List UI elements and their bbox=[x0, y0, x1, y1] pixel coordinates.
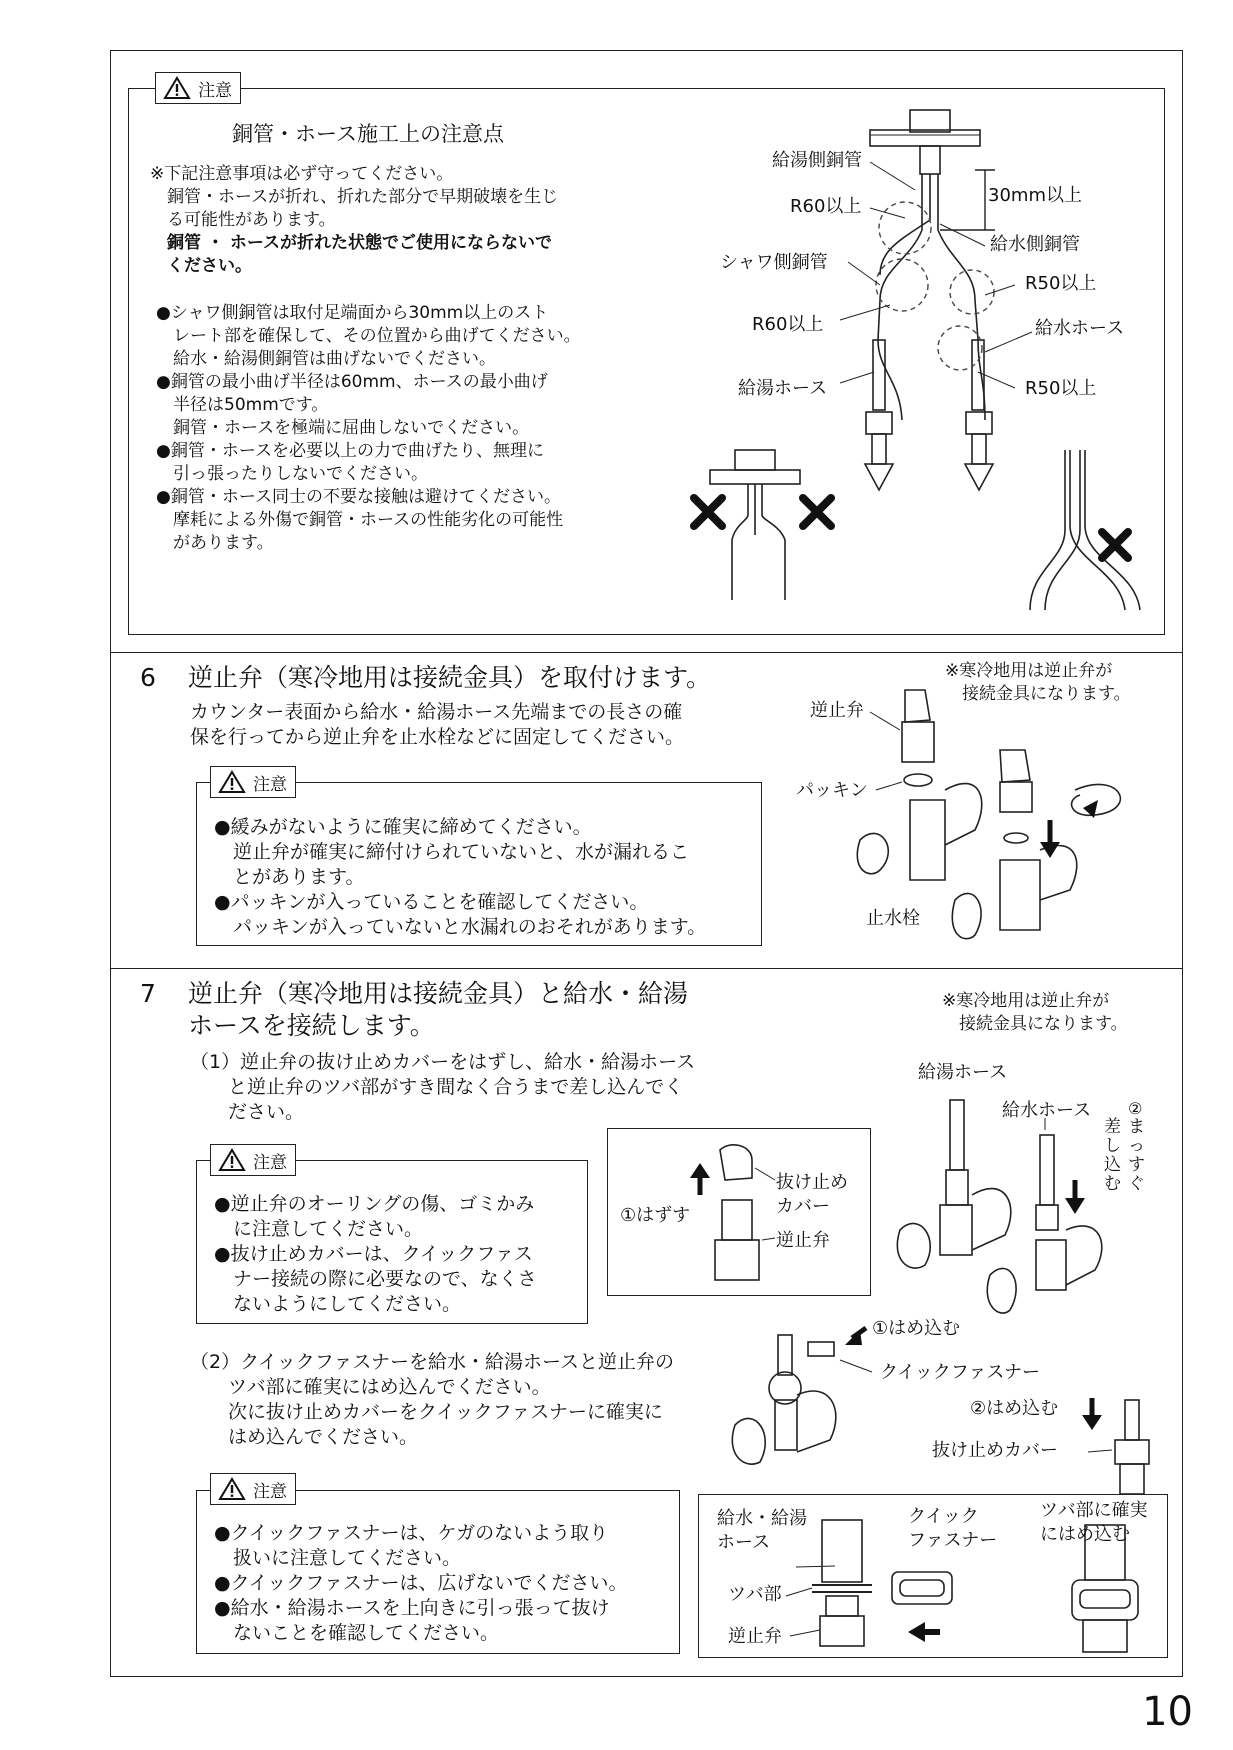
bullet-line: ●銅管・ホースを必要以上の力で曲げたり、無理に bbox=[156, 441, 544, 461]
caution-line: ●クイックファスナーは、広げないでください。 bbox=[214, 1572, 628, 1594]
step6-note-line: 接続金具になります。 bbox=[945, 684, 1131, 704]
caution-line: 逆止弁が確実に締付けられていないと、水が漏れるこ bbox=[214, 841, 690, 863]
label-fig2-cover: 抜け止めカバー bbox=[932, 1440, 1058, 1461]
step7-note-line: ※寒冷地用は逆止弁が bbox=[942, 991, 1110, 1011]
caution-line: とがあります。 bbox=[214, 866, 365, 888]
step6-desc-line: 保を行ってから逆止弁を止水栓などに固定してください。 bbox=[190, 726, 685, 748]
label-insert-vertical-1: まっすぐ bbox=[1128, 1117, 1145, 1194]
step7-sub1-line: （1）逆止弁の抜け止めカバーをはずし、給水・給湯ホース bbox=[190, 1051, 696, 1073]
top-line: ※下記注意事項は必ず守ってください。 bbox=[150, 164, 454, 184]
label-hot-hose: 給湯ホース bbox=[738, 378, 828, 399]
step7-sub1-line: ださい。 bbox=[190, 1101, 305, 1123]
bullet-line: ●銅管・ホース同士の不要な接触は避けてください。 bbox=[156, 487, 561, 507]
label-detail-fit-1: ツバ部に確実 bbox=[1040, 1500, 1148, 1521]
label-remove: ①はずす bbox=[620, 1205, 691, 1226]
label-detail-qf-1: クイック bbox=[908, 1506, 979, 1527]
label-r60-b: R60以上 bbox=[752, 314, 824, 335]
caution-line: ないことを確認してください。 bbox=[214, 1622, 500, 1644]
step7-sub2-line: ツバ部に確実にはめ込んでください。 bbox=[190, 1376, 551, 1398]
step7-sub2-line: 次に抜け止めカバーをクイックファスナーに確実に bbox=[190, 1401, 663, 1423]
caution-line: ●逆止弁のオーリングの傷、ゴミかみ bbox=[214, 1193, 535, 1215]
step6-desc-line: カウンター表面から給水・給湯ホース先端までの長さの確 bbox=[190, 701, 683, 723]
bullet-line: 摩耗による外傷で銅管・ホースの性能劣化の可能性 bbox=[156, 510, 564, 530]
bullet-line: 給水・給湯側銅管は曲げないでください。 bbox=[156, 349, 496, 369]
caution-line: ●抜け止めカバーは、クイックファス bbox=[214, 1243, 533, 1265]
label-detail-hose-2: ホース bbox=[717, 1532, 771, 1553]
caution-line: ●パッキンが入っていることを確認してください。 bbox=[214, 891, 649, 913]
label-r60-a: R60以上 bbox=[790, 196, 862, 217]
caution-line: ●緩みがないように確実に締めてください。 bbox=[214, 816, 592, 838]
label-cold-hose: 給水ホース bbox=[1035, 318, 1125, 339]
label-r50-a: R50以上 bbox=[1025, 273, 1097, 294]
label-fit2: ②はめ込む bbox=[970, 1398, 1059, 1419]
label-fig-cold-hose: 給水ホース bbox=[1002, 1100, 1092, 1121]
label-detail-flange: ツバ部 bbox=[728, 1584, 782, 1605]
label-detail-check-valve: 逆止弁 bbox=[728, 1626, 782, 1647]
label-detail-qf-2: ファスナー bbox=[908, 1530, 998, 1551]
label-30mm: 30mm以上 bbox=[988, 185, 1082, 206]
caution-label: 注意 bbox=[198, 80, 232, 101]
label-packing: パッキン bbox=[796, 780, 868, 801]
bullet-line: 引っ張ったりしないでください。 bbox=[156, 464, 428, 484]
bullet-line: レート部を確保して、その位置から曲げてください。 bbox=[156, 326, 581, 346]
label-r50-b: R50以上 bbox=[1025, 378, 1097, 399]
step7-number: 7 bbox=[140, 979, 156, 1008]
step7-title-line: 逆止弁（寒冷地用は接続金具）と給水・給湯 bbox=[188, 979, 689, 1008]
label-check-valve: 逆止弁 bbox=[810, 700, 864, 721]
label-cover-line2: カバー bbox=[776, 1196, 830, 1217]
bullet-line: 半径は50mmです。 bbox=[156, 395, 329, 415]
step7-sub1-line: と逆止弁のツバ部がすき間なく合うまで差し込んでく bbox=[190, 1076, 684, 1098]
bullet-line: ●銅管の最小曲げ半径は60mm、ホースの最小曲げ bbox=[156, 372, 548, 392]
step7-title-line: ホースを接続します。 bbox=[188, 1011, 435, 1040]
top-line: る可能性があります。 bbox=[150, 210, 336, 230]
top-bold-line: 銅管 ・ ホースが折れた状態でご使用にならないで bbox=[150, 233, 552, 253]
label-hot-copper: 給湯側銅管 bbox=[772, 150, 862, 171]
caution-label: 注意 bbox=[253, 1481, 287, 1502]
label-detail-fit-2: にはめ込む bbox=[1040, 1524, 1130, 1545]
bullet-line: 銅管・ホースを極端に屈曲しないでください。 bbox=[156, 418, 530, 438]
label-quick-fastener: クイックファスナー bbox=[880, 1362, 1041, 1383]
caution-line: ナー接続の際に必要なので、なくさ bbox=[214, 1268, 537, 1290]
caution-line: に注意してください。 bbox=[214, 1218, 424, 1240]
label-detail-hose-1: 給水・給湯 bbox=[717, 1508, 807, 1529]
caution-line: ●給水・給湯ホースを上向きに引っ張って抜け bbox=[214, 1597, 610, 1619]
page-number: 10 bbox=[1142, 1689, 1193, 1735]
caution-line: 扱いに注意してください。 bbox=[214, 1547, 462, 1569]
label-insert-number: ② bbox=[1128, 1099, 1143, 1118]
bullet-line: ●シャワ側銅管は取付足端面から30mm以上のスト bbox=[156, 303, 549, 323]
caution-line: ●クイックファスナーは、ケガのないよう取り bbox=[214, 1522, 609, 1544]
label-shower-copper: シャワ側銅管 bbox=[720, 252, 828, 273]
label-box1-check-valve: 逆止弁 bbox=[776, 1230, 830, 1251]
label-fit1: ①はめ込む bbox=[872, 1318, 961, 1339]
caution-label: 注意 bbox=[253, 774, 287, 795]
step6-note-line: ※寒冷地用は逆止弁が bbox=[945, 661, 1113, 681]
label-cover-line1: 抜け止め bbox=[776, 1172, 848, 1193]
step6-number: 6 bbox=[140, 663, 156, 692]
caution-line: ないようにしてください。 bbox=[214, 1293, 462, 1315]
label-fig-hot-hose: 給湯ホース bbox=[918, 1062, 1008, 1083]
step7-sub2-line: はめ込んでください。 bbox=[190, 1426, 419, 1448]
step7-note-line: 接続金具になります。 bbox=[942, 1014, 1128, 1034]
top-title: 銅管・ホース施工上の注意点 bbox=[232, 122, 504, 146]
label-stop-valve: 止水栓 bbox=[866, 908, 920, 929]
step6-title: 逆止弁（寒冷地用は接続金具）を取付けます。 bbox=[188, 663, 712, 692]
bullet-line: があります。 bbox=[156, 533, 274, 553]
top-line: 銅管・ホースが折れ、折れた部分で早期破壊を生じ bbox=[150, 187, 559, 207]
caution-label: 注意 bbox=[253, 1152, 287, 1173]
top-bold-line: ください。 bbox=[150, 256, 252, 276]
step7-sub2-line: （2）クイックファスナーを給水・給湯ホースと逆止弁の bbox=[190, 1351, 675, 1373]
label-cold-copper: 給水側銅管 bbox=[990, 234, 1080, 255]
label-insert-vertical-2: 差し込む bbox=[1104, 1117, 1121, 1194]
caution-line: パッキンが入っていないと水漏れのおそれがあります。 bbox=[214, 916, 707, 938]
